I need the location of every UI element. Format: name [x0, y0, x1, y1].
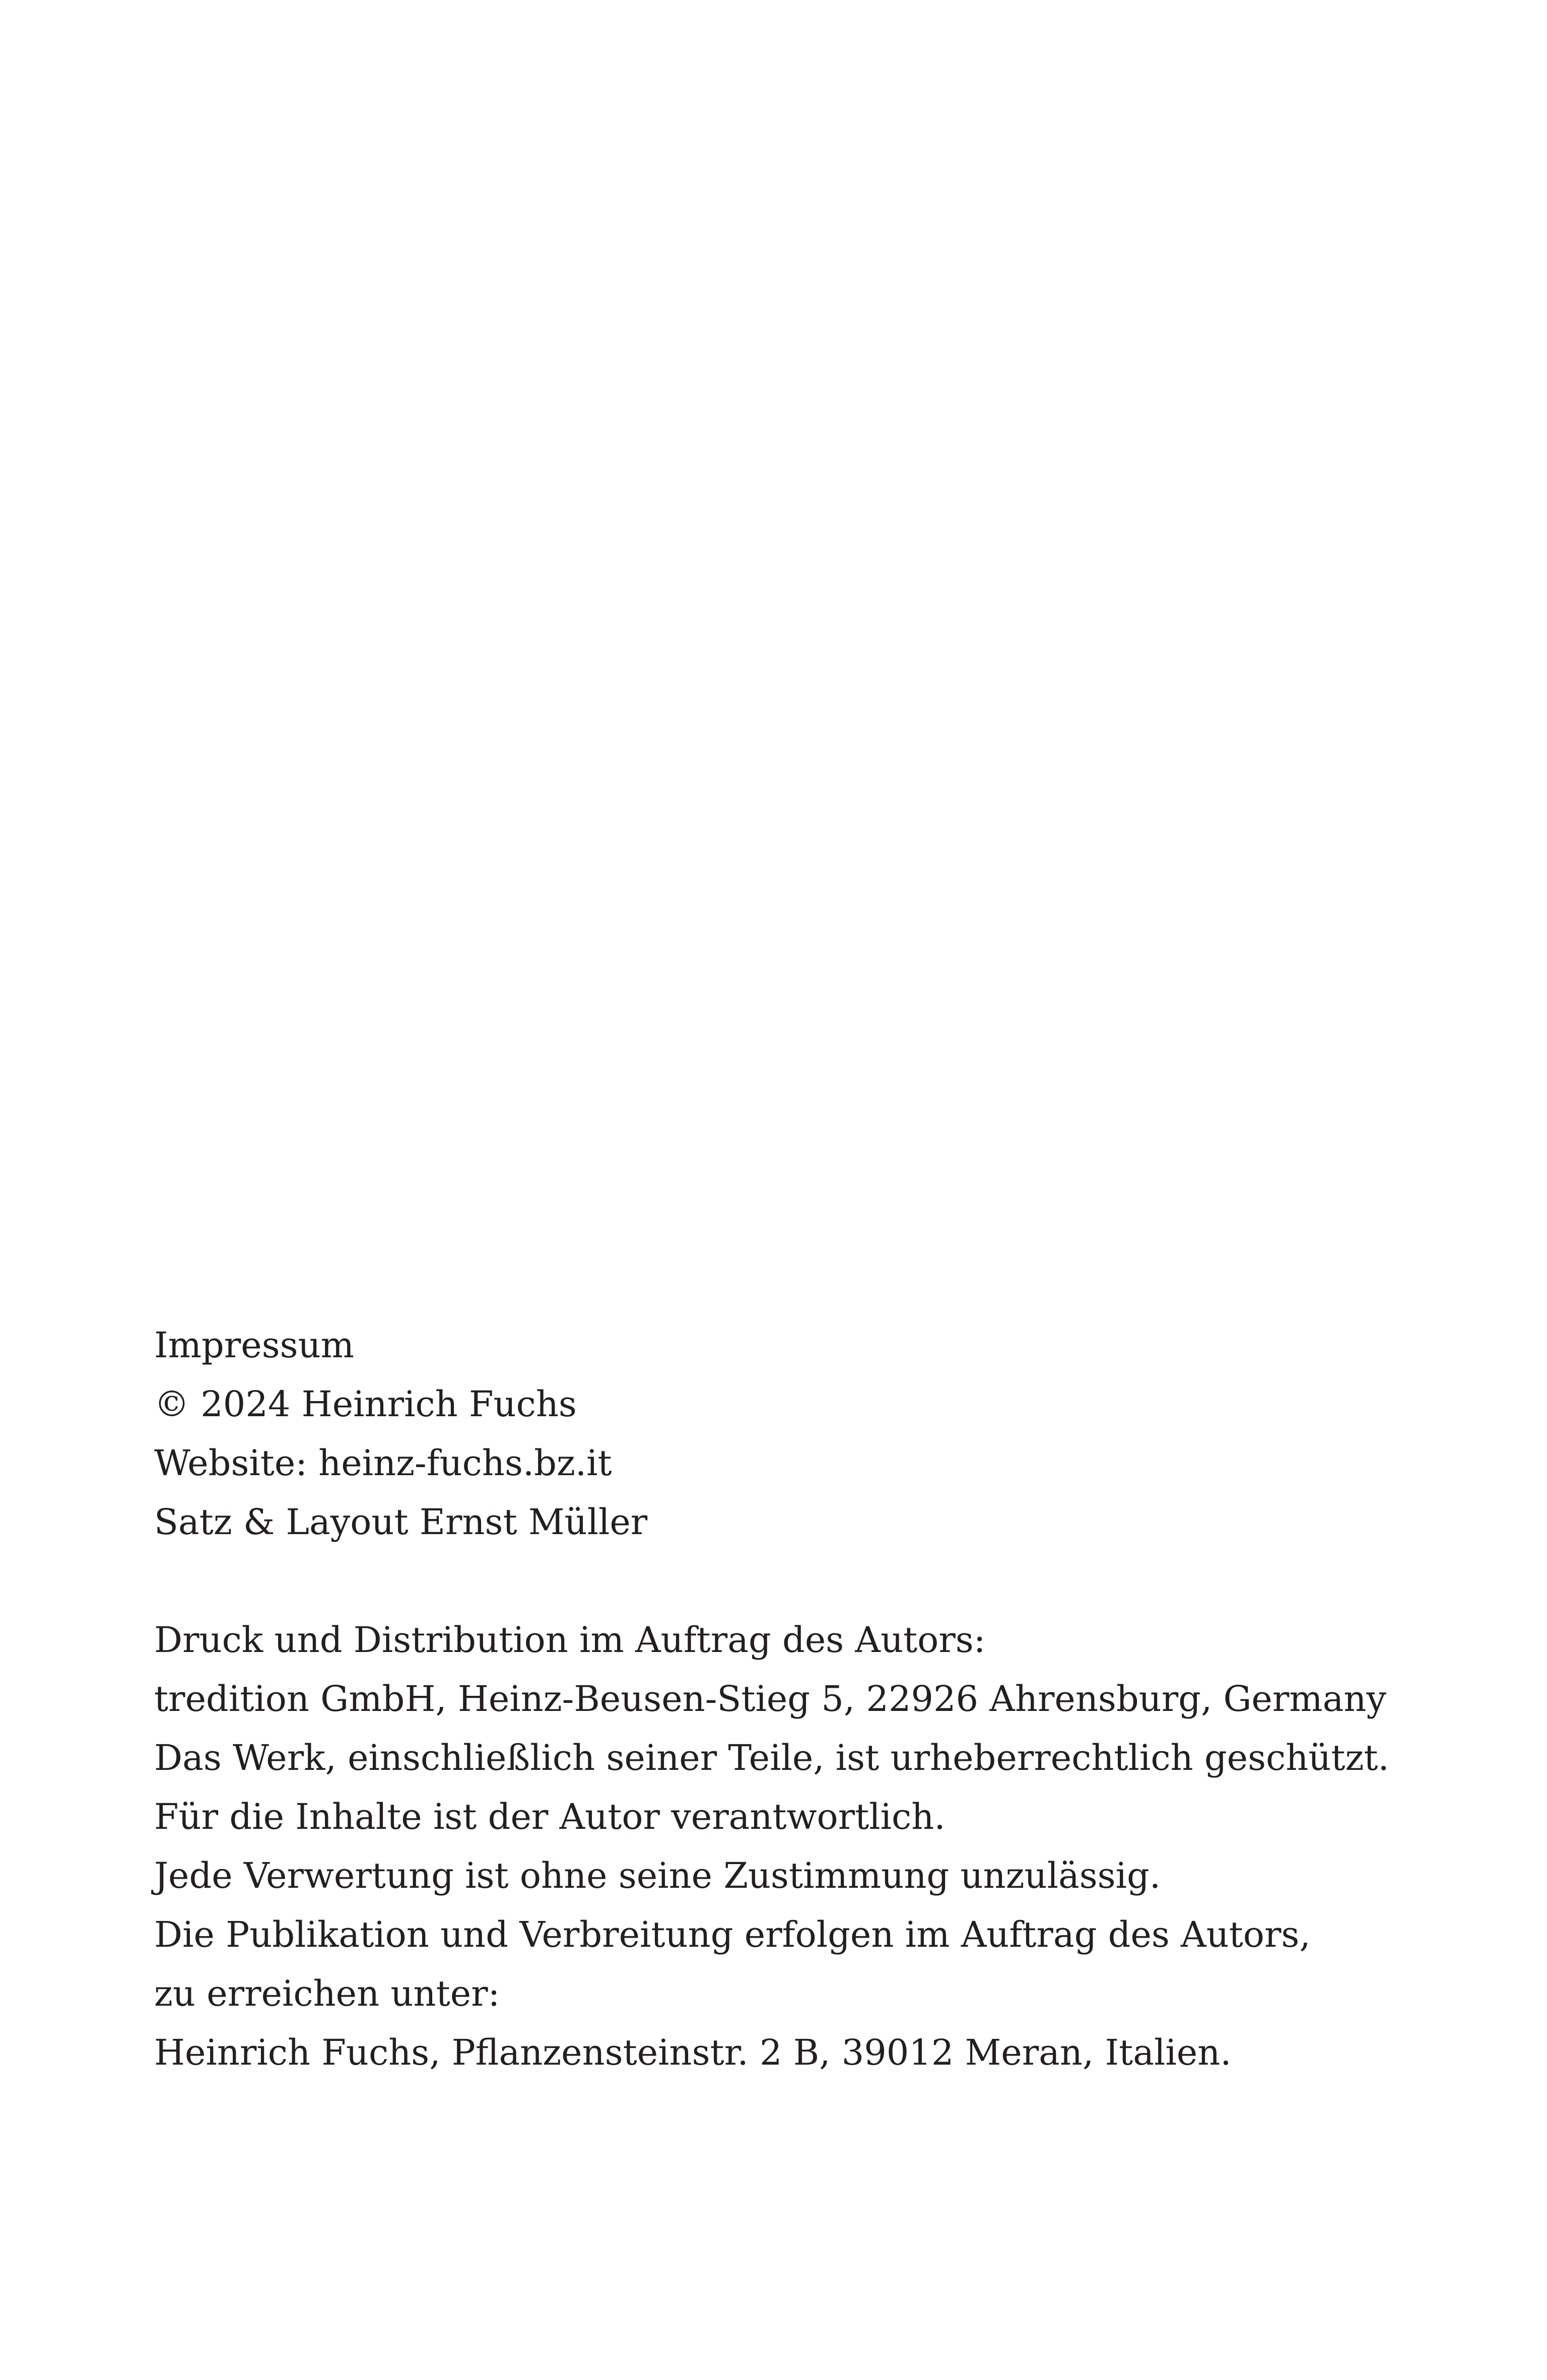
paragraph-spacer: [154, 1552, 1514, 1611]
author-address-line: Heinrich Fuchs, Pflanzensteinstr. 2 B, 39012 Meran, Italien.: [154, 2032, 1232, 2073]
publication-line: Die Publikation und Verbreitung erfolgen im Auftrag des Autors,: [154, 1914, 1311, 1955]
imprint-header-block: [154, 1316, 1514, 1552]
imprint-section: [154, 1316, 1514, 2082]
imprint-title: Impressum: [154, 1325, 355, 1366]
print-heading-line: Druck und Distribution im Auftrag des Autors:: [154, 1619, 986, 1661]
imprint-legal-block: [154, 1611, 1514, 2082]
copyright-line: © 2024 Heinrich Fuchs: [154, 1383, 577, 1425]
layout-credit-line: Satz & Layout Ernst Müller: [154, 1501, 648, 1543]
reach-line: zu erreichen unter:: [154, 1973, 500, 2014]
website-line: Website: heinz-fuchs.bz.it: [154, 1442, 612, 1484]
copyright-notice-line: Das Werk, einschließlich seiner Teile, ist urheberrechtlich geschützt.: [154, 1737, 1389, 1778]
printer-address-line: tredition GmbH, Heinz-Beusen-Stieg 5, 22926 Ahrensburg, Germany: [154, 1678, 1387, 1720]
responsibility-line: Für die Inhalte ist der Autor verantwortlich.: [154, 1796, 946, 1837]
consent-line: Jede Verwertung ist ohne seine Zustimmung unzulässig.: [154, 1855, 1161, 1896]
